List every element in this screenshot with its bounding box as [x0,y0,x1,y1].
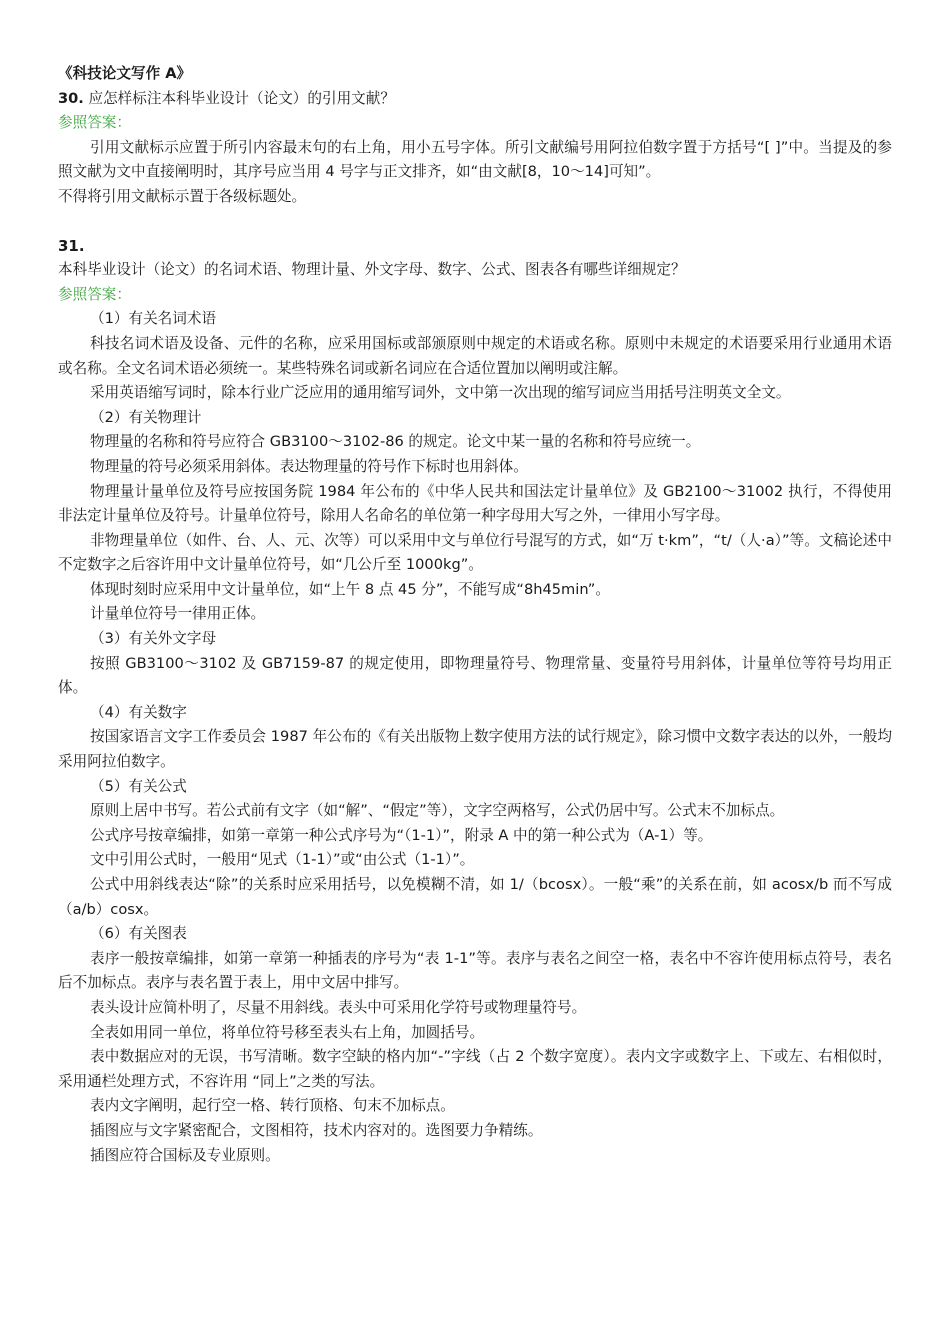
question-30 [58,87,892,112]
section-formulas-p3: 文中引用公式时，一般用“见式（1-1）”或“由公式（1-1）”。 [90,851,475,869]
section-numbers-heading: （4）有关数字 [90,703,187,721]
spacer [58,210,892,234]
section-formulas-p2: 公式序号按章编排，如第一章第一种公式序号为“（1-1）”，附录 A 中的第一种公式为（A-1）等。 [90,826,713,844]
document-title: 《科技论文写作 A》 [58,65,192,82]
question-31-number: 31. [58,236,85,255]
section-figures-heading: （6）有关图表 [90,925,187,943]
question-30-text: 应怎样标注本科毕业设计（论文）的引用文献？ [83,89,395,107]
answer-label-31: 参照答案： [58,285,131,303]
question-30-number: 30. [58,89,84,107]
section-numbers-p1: 按国家语言文字工作委员会 1987 年公布的《有关出版物上数字使用方法的试行规定》，除习惯中文数字表达的以外，一般均采用阿拉伯数字。 [58,728,892,771]
section-terminology-p1: 科技名词术语及设备、元件的名称，应采用国标或部颁原则中规定的术语或名称。原则中未规定的术语要采用行业通用术语或名称。全文名词术语必须统一。某些特殊名词或新名词应在合适位置加以阐明或注解。 [58,334,892,377]
document-page [58,62,892,1168]
section-physics-p4: 非物理量单位（如件、台、人、元、次等）可以采用中文与单位行号混写的方式，如“万 t·km”，“t/（人·a）”等。文稿论述中不定数字之后容许用中文计量单位符号，如“几公斤至 1000kg”。 [58,531,892,574]
question-31-text: 本科毕业设计（论文）的名词术语、物理计量、外文字母、数字、公式、图表各有哪些详细规定？ [58,261,686,279]
section-terminology-p2: 采用英语缩写词时，除本行业广泛应用的通用缩写词外，文中第一次出现的缩写词应当用括号注明英文全文。 [90,384,791,402]
section-figures-p1: 表序一般按章编排，如第一章第一种插表的序号为“表 1-1”等。表序与表名之间空一格，表名中不容许使用标点符号，表名后不加标点。表序与表名置于表上，用中文居中排写。 [58,949,892,992]
section-physics-p1: 物理量的名称和符号应符合 GB3100～3102-86 的规定。论文中某一量的名称和符号应统一。 [90,433,701,451]
section-physics-heading: （2）有关物理计 [90,408,202,426]
section-figures-p7: 插图应符合国标及专业原则。 [90,1146,280,1164]
answer-30-paragraph-2: 不得将引用文献标示置于各级标题处。 [58,187,307,205]
section-formulas-heading: （5）有关公式 [90,777,187,795]
section-terminology-heading: （1）有关名词术语 [90,310,217,328]
section-figures-p6: 插图应与文字紧密配合，文图相符，技术内容对的。选图要力争精练。 [90,1121,543,1139]
section-formulas-p4: 公式中用斜线表达“除”的关系时应采用括号，以免模糊不清，如 1/（bcosx）。一般“乘”的关系在前，如 acosx/b 而不写成（a/b）cosx。 [58,876,892,918]
section-figures-p4: 表中数据应对的无误，书写清晰。数字空缺的格内加“-”字线（占 2 个数字宽度）。表内文字或数字上、下或左、右相似时，采用通栏处理方式，不容许用 “同上”之类的写法。 [58,1048,892,1090]
section-letters-heading: （3）有关外文字母 [90,630,217,648]
section-physics-p5: 体现时刻时应采用中文计量单位，如“上午 8 点 45 分”，不能写成“8h45min”。 [90,580,610,598]
section-figures-p5: 表内文字阐明，起行空一格、转行顶格、句末不加标点。 [90,1097,455,1115]
section-formulas-p1: 原则上居中书写。若公式前有文字（如“解”、“假定”等），文字空两格写，公式仍居中写。公式末不加标点。 [90,802,785,820]
section-figures-p3: 全表如用同一单位，将单位符号移至表头右上角，加圆括号。 [90,1023,485,1041]
section-physics-p2: 物理量的符号必须采用斜体。表达物理量的符号作下标时也用斜体。 [90,457,528,475]
answer-label-30: 参照答案： [58,114,131,132]
section-physics-p3: 物理量计量单位及符号应按国务院 1984 年公布的《中华人民共和国法定计量单位》及 GB2100～31002 执行，不得使用非法定计量单位及符号。计量单位符号，除用人名命名的单位第一种字母用大写之外，一律用小写字母。 [58,482,892,525]
section-physics-p6: 计量单位符号一律用正体。 [90,605,266,623]
section-figures-p2: 表头设计应简朴明了，尽量不用斜线。表头中可采用化学符号或物理量符号。 [90,998,587,1016]
section-letters-p1: 按照 GB3100～3102 及 GB7159-87 的规定使用，即物理量符号、物理常量、变量符号用斜体，计量单位等符号均用正体。 [58,654,892,697]
answer-30-paragraph-1: 引用文献标示应置于所引内容最末句的右上角，用小五号字体。所引文献编号用阿拉伯数字置于方括号“[ ]”中。当提及的参照文献为文中直接阐明时，其序号应当用 4 号字与正文排齐，如“由文献[8，10～14]可知”。 [58,138,892,181]
